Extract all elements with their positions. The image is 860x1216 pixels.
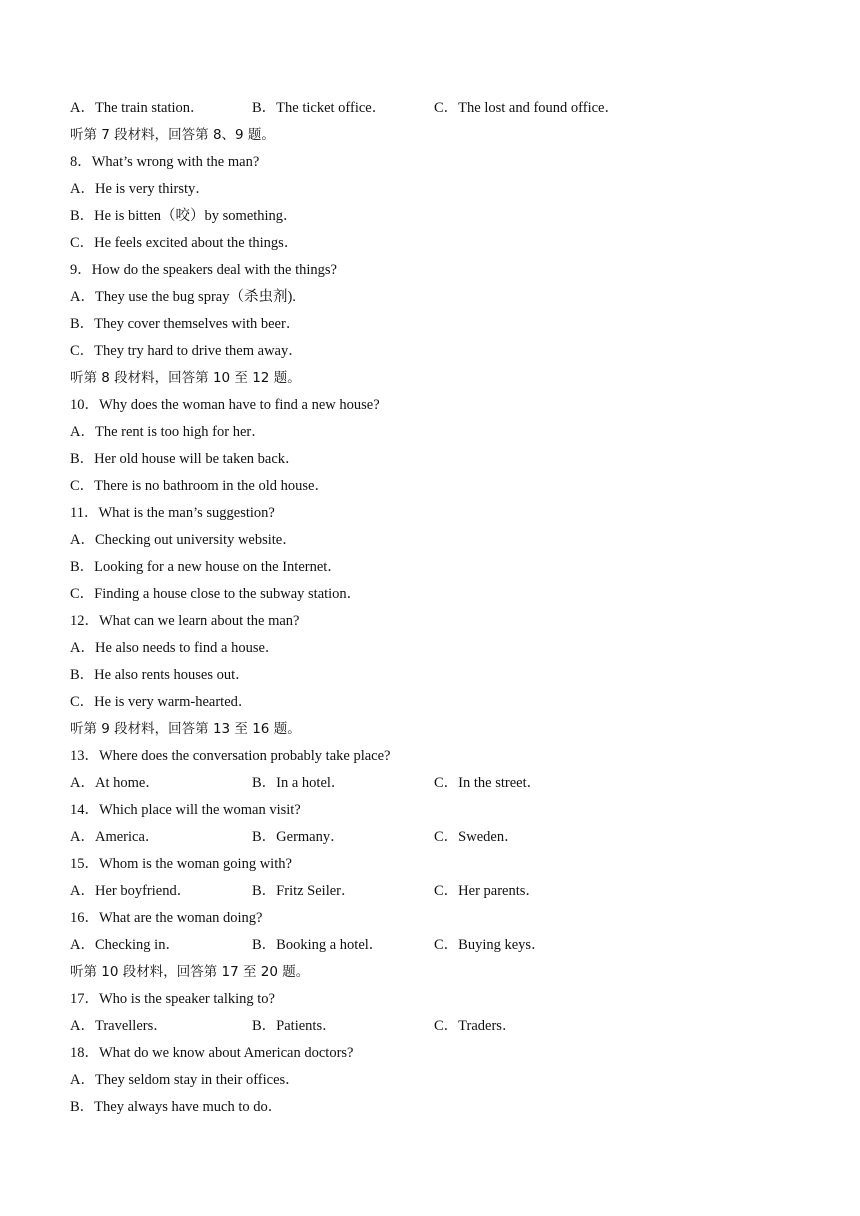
option-a: A．At home．	[70, 775, 160, 791]
option-b: B．Germany．	[252, 829, 345, 845]
question-stem: 16．What are the woman doing?	[70, 910, 263, 926]
option-b: B．Booking a hotel．	[252, 937, 384, 953]
question-stem: 8．What’s wrong with the man?	[70, 154, 260, 170]
question-stem: 15．Whom is the woman going with?	[70, 856, 292, 872]
section-instruction: 听第 10 段材料，回答第 17 至 20 题。	[70, 964, 310, 980]
option-a: A．The train station．	[70, 100, 205, 116]
answer-option: B．Looking for a new house on the Internet．	[70, 559, 342, 575]
answer-option: B．They cover themselves with beer．	[70, 316, 301, 332]
option-b: B．The ticket office．	[252, 100, 387, 116]
question-stem: 10．Why does the woman have to find a new house?	[70, 397, 380, 413]
answer-option: B．He also rents houses out．	[70, 667, 250, 683]
option-a: A．Her boyfriend．	[70, 883, 192, 899]
answer-option: C．Finding a house close to the subway station．	[70, 586, 362, 602]
option-row	[70, 932, 810, 959]
question-stem: 12．What can we learn about the man?	[70, 613, 300, 629]
question-stem: 18．What do we know about American doctors?	[70, 1045, 354, 1061]
option-a: A．Travellers．	[70, 1018, 168, 1034]
option-c: C．Traders．	[434, 1018, 517, 1034]
answer-option: B．He is bitten（咬）by something．	[70, 208, 298, 224]
question-stem: 14．Which place will the woman visit?	[70, 802, 301, 818]
option-row	[70, 95, 810, 122]
question-stem: 9．How do the speakers deal with the things?	[70, 262, 337, 278]
answer-option: C．They try hard to drive them away．	[70, 343, 303, 359]
option-row	[70, 824, 810, 851]
section-instruction: 听第 7 段材料，回答第 8、9 题。	[70, 127, 275, 143]
option-c: C．Buying keys．	[434, 937, 546, 953]
answer-option: A．They use the bug spray（杀虫剂).	[70, 289, 296, 305]
option-c: C．In the street．	[434, 775, 542, 791]
question-stem: 17．Who is the speaker talking to?	[70, 991, 275, 1007]
answer-option: A．They seldom stay in their offices．	[70, 1072, 300, 1088]
option-row	[70, 878, 810, 905]
option-a: A．America．	[70, 829, 160, 845]
option-row	[70, 1013, 810, 1040]
question-stem: 11．What is the man’s suggestion?	[70, 505, 275, 521]
section-instruction: 听第 9 段材料，回答第 13 至 16 题。	[70, 721, 301, 737]
option-c: C．Her parents．	[434, 883, 540, 899]
answer-option: C．He feels excited about the things．	[70, 235, 299, 251]
option-b: B．In a hotel．	[252, 775, 346, 791]
section-instruction: 听第 8 段材料，回答第 10 至 12 题。	[70, 370, 301, 386]
answer-option: B．Her old house will be taken back．	[70, 451, 300, 467]
question-stem: 13．Where does the conversation probably take place?	[70, 748, 391, 764]
answer-option: C．There is no bathroom in the old house．	[70, 478, 329, 494]
answer-option: A．He is very thirsty．	[70, 181, 210, 197]
answer-option: A．Checking out university website．	[70, 532, 297, 548]
option-b: B．Fritz Seiler．	[252, 883, 356, 899]
option-c: C．Sweden．	[434, 829, 519, 845]
answer-option: A．The rent is too high for her．	[70, 424, 266, 440]
option-b: B．Patients．	[252, 1018, 337, 1034]
answer-option: A．He also needs to find a house．	[70, 640, 280, 656]
answer-option: B．They always have much to do．	[70, 1099, 283, 1115]
option-row	[70, 770, 810, 797]
question-list	[70, 95, 810, 1121]
option-a: A．Checking in．	[70, 937, 180, 953]
answer-option: C．He is very warm-hearted．	[70, 694, 253, 710]
option-c: C．The lost and found office．	[434, 100, 619, 116]
